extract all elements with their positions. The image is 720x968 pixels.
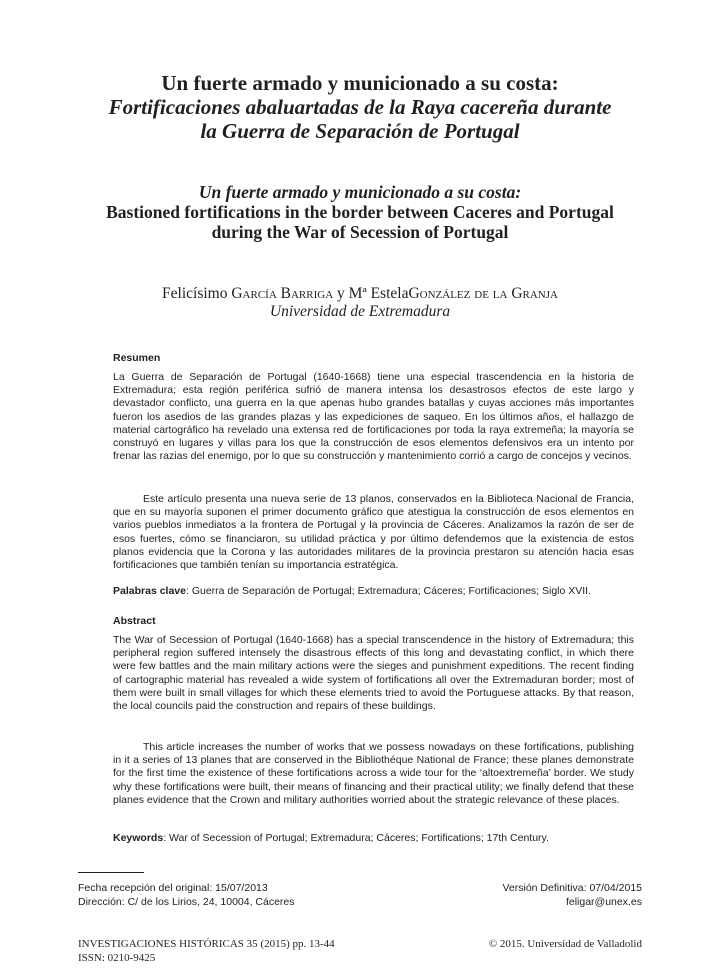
resumen-paragraph-1: La Guerra de Separación de Portugal (1640-1668) tiene una especial trascendencia en la historia de Extremadura; esta región periférica sufrió de manera intensa los desastrosos efectos de este largo y devastador conflicto, una guerra en la que apenas hubo grandes batallas y cuyas acciones más importantes fueron los asedios de las grandes plazas y las expediciones de saqueo. En los últimos años, el hallazgo de material cartográfico ha revelado una extensa red de fortificaciones por toda la raya extremeña; la mayoría se construyó en lugares y villas para los que la construcción de esos elementos defensivos era un intento por frenar las razias del enemigo, por lo que su construcción y mantenimiento corrió a cargo de concejos y vecinos. bbox=[113, 371, 634, 463]
palabras-clave-label: Palabras clave bbox=[113, 585, 186, 597]
english-title bbox=[60, 182, 660, 242]
resumen-keywords bbox=[113, 585, 634, 598]
footnote-divider bbox=[78, 872, 144, 873]
author-email: feligar@unex.es bbox=[565, 896, 642, 908]
spanish-title bbox=[60, 71, 660, 143]
abstract-paragraph-1: The War of Secession of Portugal (1640-1668) has a special transcendence in the history of Extremadura; this peripheral region suffered intensely the disastrous effects of this long and devastating conflict, in which there were few battles and the main military actions were the sieges and punishment expeditions. The recent finding of cartographic material has revealed a wide system of fortifications all over the Extremaduran border; most of them were built in small villages for which these elements tried to avoid the Portuguese attacks. By that reason, the local councils paid the construction and repairs of these buildings. bbox=[113, 634, 634, 713]
author-1-surname: García Barriga bbox=[231, 285, 334, 302]
affiliation: Universidad de Extremadura bbox=[269, 303, 451, 320]
journal-copyright: © 2015. Universidad de Valladolid bbox=[488, 938, 642, 950]
received-date: Fecha recepción del original: 15/07/2013 bbox=[78, 882, 268, 894]
author-address: Dirección: C/ de los Lirios, 24, 10004, Cáceres bbox=[78, 896, 295, 908]
english-title-line-2: Bastioned fortifications in the border between Caceres and Portugal bbox=[106, 202, 614, 222]
spanish-title-line-3: la Guerra de Separación de Portugal bbox=[200, 119, 520, 143]
abstract-paragraph-2: This article increases the number of works that we possess nowadays on these fortifications, publishing in it a series of 13 planes that are conserved in the Bibliothéque National de France; these planes demonstrate for the first time the existence of these fortifications across a wide tour for the ‘altoextremeña’ border. We study why these fortifications were built, their means of financing and their practical utility; we finally defend that these planes evidence that the Crown and military authorities worried about the strategic relevance of these places. bbox=[113, 741, 634, 806]
spanish-title-line-2: Fortificaciones abaluartadas de la Raya cacereña durante bbox=[108, 95, 612, 119]
palabras-clave-list: : Guerra de Separación de Portugal; Extremadura; Cáceres; Fortificaciones; Siglo XVII. bbox=[185, 585, 592, 597]
final-version-date: Versión Definitiva: 07/04/2015 bbox=[502, 882, 642, 894]
journal-info bbox=[78, 937, 335, 965]
author-1-first-name: Felicísimo bbox=[162, 285, 228, 302]
author-2-surname: González de la Granja bbox=[408, 285, 558, 302]
abstract-keywords bbox=[113, 832, 634, 845]
authors-joiner: y bbox=[337, 285, 345, 302]
journal-issn: ISSN: 0210-9425 bbox=[78, 952, 156, 964]
abstract-heading: Abstract bbox=[113, 615, 156, 627]
resumen-paragraph-2: Este artículo presenta una nueva serie de 13 planos, conservados en la Biblioteca Nacional de Francia, que en su mayoría suponen el primer documento gráfico que atestigua la construcción de esos elementos en varios pueblos inmediatos a la frontera de Portugal y la provincia de Cáceres. Analizamos la razón de ser de esos fuertes, cómo se financiaron, su utilidad práctica y por último defendemos que la existencia de estos planos evidencia que la Corona y las autoridades militares de la provincia prestaron su atención hacia esas fortificaciones que también tenían su importancia estratégica. bbox=[113, 493, 634, 572]
journal-citation: INVESTIGACIONES HISTÓRICAS 35 (2015) pp. 13-44 bbox=[78, 938, 335, 950]
keywords-list: : War of Secession of Portugal; Extremadura; Cáceres; Fortifications; 17th Century. bbox=[163, 832, 549, 844]
english-title-line-3: during the War of Secession of Portugal bbox=[211, 222, 509, 242]
keywords-label: Keywords bbox=[113, 832, 164, 844]
author-2-first-name: Mª Estela bbox=[348, 285, 409, 302]
resumen-heading: Resumen bbox=[113, 352, 161, 364]
footnote-right bbox=[502, 881, 642, 909]
english-title-line-1: Un fuerte armado y municionado a su costa: bbox=[198, 182, 522, 202]
spanish-title-line-1: Un fuerte armado y municionado a su costa: bbox=[161, 71, 559, 95]
footnote-left bbox=[78, 881, 295, 909]
authors-line bbox=[60, 284, 660, 304]
